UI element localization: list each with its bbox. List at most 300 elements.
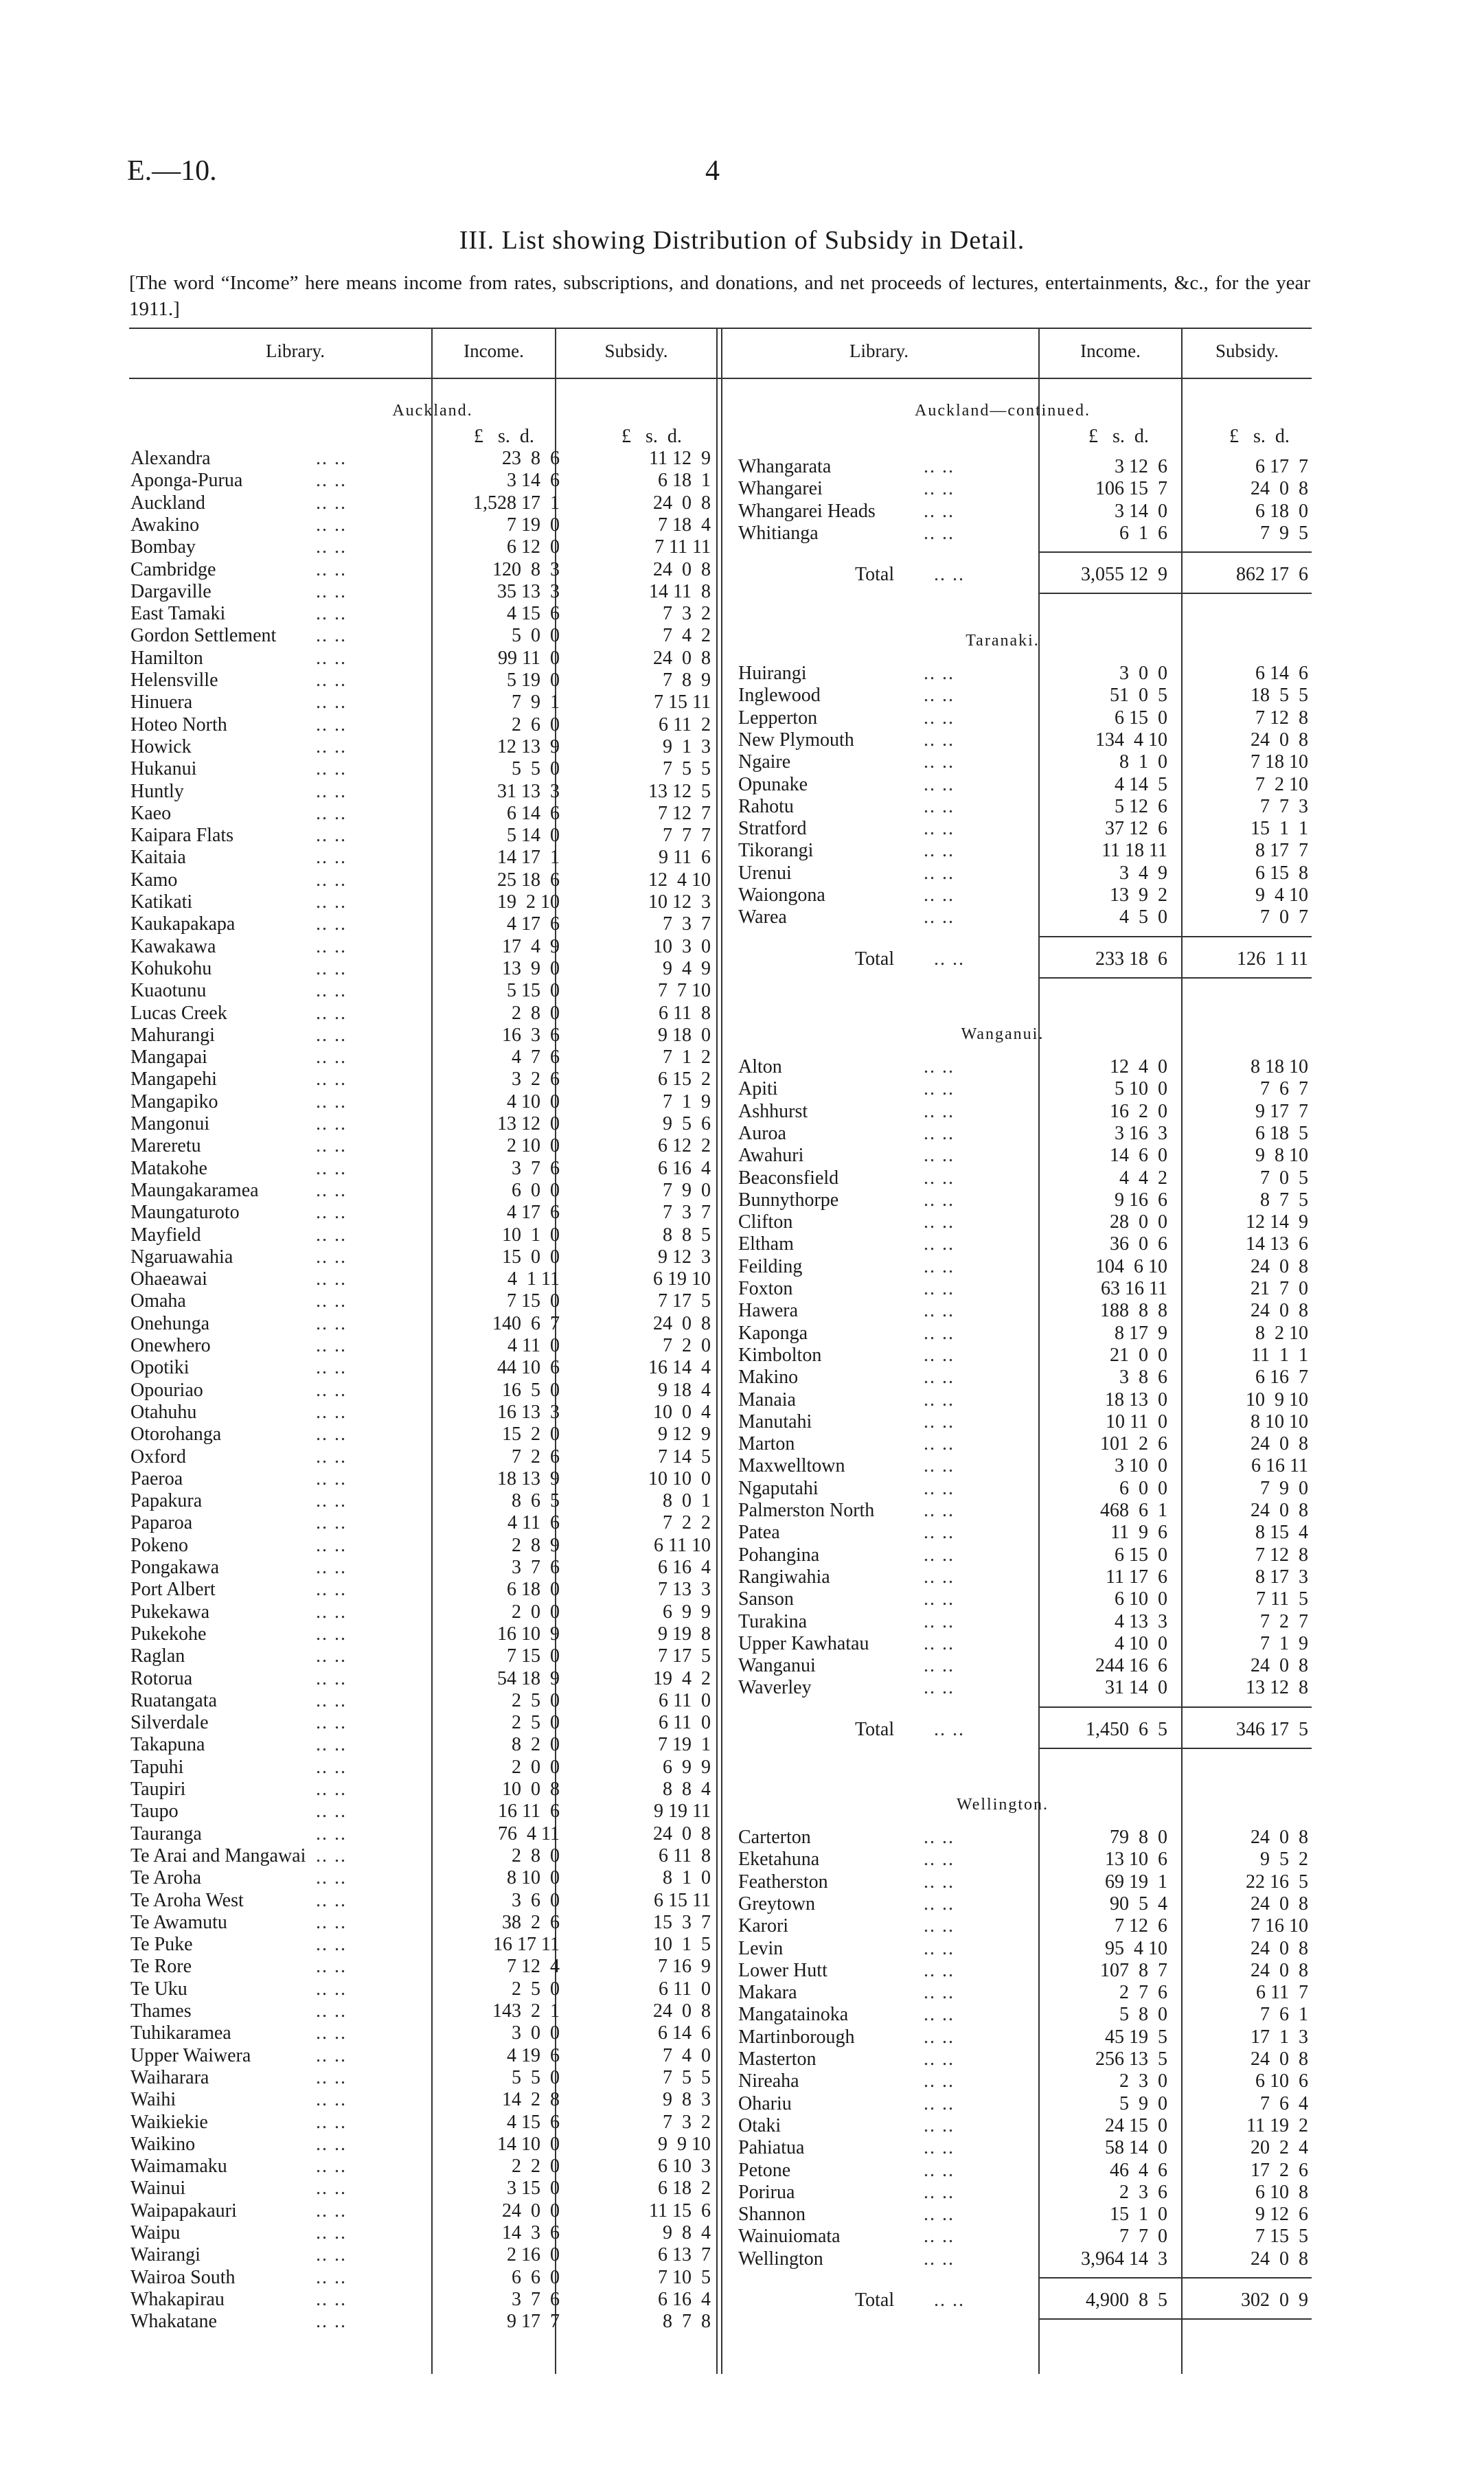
income-value: 6 0 0: [1119, 1477, 1167, 1499]
table-row: [738, 2137, 1308, 2159]
leader-dots: .. ..: [316, 1357, 347, 1379]
subsidy-value: 9 5 2: [1260, 1849, 1308, 1871]
subsidy-value: 8 2 10: [1255, 1322, 1308, 1344]
left-subsidy-units: £ s. d.: [621, 426, 682, 447]
leader-dots: .. ..: [316, 2133, 347, 2155]
table-row: [130, 913, 711, 935]
leader-dots: .. ..: [934, 948, 965, 970]
total-row: [738, 948, 1308, 970]
leader-dots: .. ..: [924, 1367, 955, 1389]
leader-dots: .. ..: [316, 2266, 347, 2288]
leader-dots: .. ..: [316, 558, 347, 580]
income-value: 3 4 9: [1119, 862, 1167, 884]
income-value: 31 13 3: [497, 780, 560, 802]
library-name: Aponga-Purua: [130, 470, 243, 492]
income-value: 11 17 6: [1106, 1566, 1167, 1588]
subsidy-value: 6 19 10: [653, 1268, 711, 1290]
income-value: 15 1 0: [1110, 2204, 1167, 2226]
library-name: Opotiki: [130, 1357, 190, 1379]
table-row: [738, 2204, 1308, 2226]
library-name: Wainui: [130, 2178, 186, 2200]
library-name: Mangapiko: [130, 1090, 218, 1112]
leader-dots: .. ..: [316, 1844, 347, 1866]
subsidy-value: 8 17 3: [1255, 1566, 1308, 1588]
right-library-header: Library.: [849, 341, 909, 361]
library-name: Waiharara: [130, 2066, 209, 2088]
income-value: 2 7 6: [1119, 1982, 1167, 2004]
income-value: 3 8 6: [1119, 1367, 1167, 1389]
table-row: [130, 1380, 711, 1402]
library-name: Beaconsfield: [738, 1167, 839, 1189]
income-value: 2 3 6: [1119, 2181, 1167, 2203]
library-name: Onewhero: [130, 1335, 211, 1356]
table-row: [130, 448, 711, 470]
leader-dots: .. ..: [316, 1712, 347, 1734]
left-library-header: Library.: [266, 341, 325, 361]
income-value: 2 6 0: [512, 713, 560, 735]
table-row: [738, 685, 1308, 707]
library-name: Apiti: [738, 1078, 778, 1100]
income-value: 3,055 12 9: [1081, 564, 1167, 586]
table-row: [130, 1934, 711, 1956]
table-row: [738, 1078, 1308, 1100]
table-row: [130, 2022, 711, 2044]
income-value: 5 12 6: [1115, 795, 1167, 817]
page-title: III. List showing Distribution of Subsidy in Detail.: [459, 226, 1025, 255]
library-name: Manaia: [738, 1389, 796, 1410]
subsidy-value: 24 0 8: [1251, 1959, 1308, 1981]
library-name: Urenui: [738, 862, 792, 884]
income-value: 13 9 0: [502, 957, 560, 979]
table-row: [738, 663, 1308, 685]
leader-dots: .. ..: [316, 1179, 347, 1201]
table-row: [738, 1101, 1308, 1123]
income-note: [The word “Income” here means income from rates, subscriptions, and donations, and net proceeds of lectures, entertainments, &c., for the year 1911.]: [129, 272, 1310, 320]
table-row: [738, 1256, 1308, 1278]
income-value: 4 4 2: [1119, 1167, 1167, 1189]
subsidy-value: 11 15 6: [649, 2200, 711, 2221]
subsidy-value: 10 10 0: [648, 1467, 711, 1489]
subsidy-value: 11 19 2: [1246, 2114, 1308, 2136]
table-row: [130, 1512, 711, 1534]
table-row: [130, 692, 711, 713]
library-name: Awakino: [130, 514, 200, 536]
library-name: Whangarei Heads: [738, 500, 876, 522]
income-value: 4 11 6: [507, 1512, 560, 1534]
leader-dots: .. ..: [924, 818, 955, 840]
table-row: [738, 1982, 1308, 2004]
table-row: [130, 1779, 711, 1801]
income-value: 140 6 7: [492, 1312, 560, 1334]
subsidy-value: 24 0 8: [653, 647, 711, 669]
income-value: 2 0 0: [512, 1601, 560, 1623]
income-value: 23 8 6: [502, 448, 560, 469]
income-value: 14 3 6: [502, 2222, 560, 2243]
library-name: Wanganui: [738, 1655, 816, 1677]
income-value: 2 8 0: [512, 1002, 560, 1024]
total-underline: [1040, 2318, 1312, 2320]
library-name: Cambridge: [130, 558, 216, 580]
income-value: 14 6 0: [1110, 1145, 1167, 1167]
table-row: [738, 1938, 1308, 1960]
income-value: 6 15 0: [1115, 707, 1167, 729]
leader-dots: .. ..: [316, 735, 347, 757]
income-value: 2 5 0: [512, 1978, 560, 2000]
subsidy-value: 6 18 1: [658, 470, 711, 492]
subsidy-value: 7 9 0: [663, 1179, 711, 1201]
subsidy-value: 7 8 9: [663, 670, 711, 691]
subsidy-value: 7 18 4: [658, 514, 711, 536]
subsidy-value: 9 19 11: [654, 1801, 711, 1823]
income-value: 6 1 6: [1119, 522, 1167, 544]
right-subsidy-units: £ s. d.: [1229, 426, 1290, 447]
table-row: [738, 1588, 1308, 1610]
leader-dots: .. ..: [316, 1113, 347, 1134]
income-value: 2 3 0: [1119, 2070, 1167, 2092]
library-name: Huntly: [130, 780, 184, 802]
subsidy-value: 12 4 10: [648, 869, 711, 891]
table-row: [738, 884, 1308, 906]
subsidy-value: 24 0 8: [653, 558, 711, 580]
income-value: 31 14 0: [1105, 1677, 1167, 1699]
table-row: [738, 1915, 1308, 1937]
table-row: [130, 2178, 711, 2200]
income-value: 37 12 6: [1105, 818, 1167, 840]
table-row: [130, 1313, 711, 1335]
subsidy-value: 24 0 8: [1251, 1655, 1308, 1677]
income-value: 4 10 0: [1115, 1632, 1167, 1654]
library-name: Katikati: [130, 891, 193, 913]
income-value: 5 9 0: [1119, 2092, 1167, 2114]
table-row: [738, 1345, 1308, 1367]
leader-dots: .. ..: [924, 2070, 955, 2092]
income-value: 11 18 11: [1101, 840, 1167, 862]
leader-dots: .. ..: [316, 1978, 347, 2000]
subsidy-value: 9 19 8: [658, 1623, 711, 1645]
library-name: Te Aroha West: [130, 1889, 244, 1911]
income-value: 3 15 0: [507, 2178, 560, 2200]
subsidy-value: 15 1 1: [1251, 818, 1308, 840]
left-subsidy-header: Subsidy.: [604, 341, 668, 361]
library-name: Waimamaku: [130, 2156, 227, 2178]
leader-dots: .. ..: [316, 2111, 347, 2133]
leader-dots: .. ..: [316, 1202, 347, 1224]
income-value: 6 18 0: [507, 1579, 560, 1601]
subsidy-value: 22 16 5: [1246, 1871, 1308, 1893]
leader-dots: .. ..: [316, 1424, 347, 1446]
subsidy-value: 12 14 9: [1246, 1211, 1308, 1233]
library-name: Omaha: [130, 1290, 186, 1312]
subsidy-value: 7 17 5: [658, 1290, 711, 1312]
library-name: Dargaville: [130, 580, 212, 602]
income-value: 4 5 0: [1119, 906, 1167, 928]
library-name: Raglan: [130, 1645, 185, 1667]
table-row: [738, 1611, 1308, 1633]
table-row: [130, 1335, 711, 1357]
leader-dots: .. ..: [316, 2044, 347, 2066]
library-name: Port Albert: [130, 1579, 216, 1601]
subsidy-value: 24 0 8: [1251, 1500, 1308, 1521]
subsidy-value: 8 10 10: [1251, 1410, 1308, 1432]
leader-dots: .. ..: [924, 1433, 955, 1455]
leader-dots: .. ..: [924, 1893, 955, 1915]
table-row: [130, 869, 711, 891]
table-row: [130, 1468, 711, 1490]
income-value: 99 11 0: [498, 647, 560, 669]
right-income-units: £ s. d.: [1088, 426, 1149, 447]
income-value: 15 2 0: [502, 1424, 560, 1446]
table-row: [738, 2004, 1308, 2026]
income-value: 134 4 10: [1095, 729, 1167, 751]
income-value: 3 7 6: [512, 1557, 560, 1578]
income-value: 45 19 5: [1105, 2026, 1167, 2048]
leader-dots: .. ..: [924, 1827, 955, 1848]
library-name: Pohangina: [738, 1544, 820, 1566]
income-value: 51 0 5: [1110, 685, 1167, 707]
table-row: [130, 1025, 711, 1047]
subsidy-value: 7 3 2: [663, 603, 711, 625]
library-name: Rotorua: [130, 1667, 193, 1689]
library-name: Tikorangi: [738, 840, 814, 862]
subsidy-value: 8 7 8: [663, 2311, 711, 2333]
income-value: 6 0 0: [512, 1179, 560, 1201]
income-value: 2 2 0: [512, 2156, 560, 2178]
table-row: [130, 1845, 711, 1867]
subsidy-value: 24 0 8: [653, 492, 711, 514]
library-name: Levin: [738, 1937, 784, 1959]
income-value: 2 16 0: [507, 2244, 560, 2266]
library-name: Onehunga: [130, 1312, 210, 1334]
leader-dots: .. ..: [924, 1056, 955, 1077]
table-row: [130, 648, 711, 670]
table-row: [130, 1246, 711, 1268]
subsidy-value: 6 15 8: [1255, 862, 1308, 884]
library-name: Howick: [130, 735, 192, 757]
leader-dots: .. ..: [316, 2156, 347, 2178]
subsidy-value: 7 4 0: [663, 2044, 711, 2066]
subsidy-value: 6 9 9: [663, 1601, 711, 1623]
subsidy-value: 9 9 10: [658, 2133, 711, 2155]
table-row: [130, 1757, 711, 1779]
library-name: Nireaha: [738, 2070, 799, 2092]
income-value: 3 0 0: [1119, 663, 1167, 684]
leader-dots: .. ..: [924, 2159, 955, 2181]
library-name: Featherston: [738, 1871, 828, 1893]
leader-dots: .. ..: [316, 1379, 347, 1401]
leader-dots: .. ..: [316, 1335, 347, 1356]
table-row: [130, 1290, 711, 1312]
subsidy-value: 7 4 2: [663, 625, 711, 647]
library-name: Te Awamutu: [130, 1911, 227, 1933]
leader-dots: .. ..: [316, 825, 347, 847]
income-value: 16 10 9: [497, 1623, 560, 1645]
table-row: [738, 1433, 1308, 1455]
table-row: [738, 751, 1308, 773]
subsidy-value: 9 8 4: [663, 2222, 711, 2243]
subsidy-value: 6 11 10: [654, 1534, 711, 1556]
income-value: 8 1 0: [1119, 751, 1167, 773]
subsidy-value: 7 3 7: [663, 913, 711, 935]
library-name: Greytown: [738, 1893, 815, 1915]
library-name: Makino: [738, 1367, 799, 1389]
library-name: Masterton: [738, 2048, 817, 2070]
leader-dots: .. ..: [934, 564, 965, 586]
income-value: 3 7 6: [512, 2288, 560, 2310]
library-name: Whakatane: [130, 2311, 217, 2333]
library-name: Opunake: [738, 773, 808, 795]
library-name: Maungaturoto: [130, 1202, 240, 1224]
left-income-header: Income.: [464, 341, 524, 361]
leader-dots: .. ..: [316, 869, 347, 891]
leader-dots: .. ..: [316, 625, 347, 647]
subsidy-value: 6 14 6: [1255, 663, 1308, 684]
library-name: Kuaotunu: [130, 980, 207, 1002]
library-name: Rahotu: [738, 795, 794, 817]
library-name: Tapuhi: [130, 1756, 184, 1778]
income-value: 8 2 0: [512, 1734, 560, 1756]
library-name: Silverdale: [130, 1712, 209, 1734]
table-row: [130, 980, 711, 1002]
library-name: Pahiatua: [738, 2137, 805, 2159]
leader-dots: .. ..: [316, 470, 347, 492]
leader-dots: .. ..: [924, 2248, 955, 2270]
library-name: Ruatangata: [130, 1689, 217, 1711]
table-row: [738, 1849, 1308, 1871]
table-row: [738, 840, 1308, 862]
table-row: [738, 707, 1308, 729]
income-value: 7 12 4: [507, 1956, 560, 1978]
subsidy-value: 24 0 8: [1251, 1937, 1308, 1959]
section-title-auckland: Auckland.: [392, 402, 473, 420]
library-name: Hamilton: [130, 647, 203, 669]
income-value: 233 18 6: [1095, 948, 1167, 970]
table-row: [738, 2048, 1308, 2070]
income-value: 7 7 0: [1119, 2226, 1167, 2248]
leader-dots: .. ..: [924, 1982, 955, 2004]
subsidy-value: 6 11 2: [659, 713, 711, 735]
table-row: [738, 1500, 1308, 1522]
center-divider-a: [716, 328, 718, 2374]
library-name: Whitianga: [738, 522, 819, 544]
leader-dots: .. ..: [924, 1167, 955, 1189]
income-value: 5 5 0: [512, 758, 560, 780]
subsidy-value: 6 11 8: [659, 1844, 711, 1866]
income-value: 46 4 6: [1110, 2159, 1167, 2181]
leader-dots: .. ..: [316, 1090, 347, 1112]
subsidy-value: 9 4 10: [1255, 884, 1308, 906]
income-value: 7 9 1: [512, 692, 560, 713]
income-value: 2 8 0: [512, 1844, 560, 1866]
table-row: [130, 1490, 711, 1512]
subsidy-value: 7 11 11: [654, 536, 711, 558]
income-value: 12 13 9: [497, 735, 560, 757]
income-value: 14 2 8: [502, 2089, 560, 2111]
total-row: [738, 2289, 1308, 2311]
table-row: [130, 581, 711, 603]
total-row: [738, 564, 1308, 586]
subsidy-value: 24 0 8: [1251, 2248, 1308, 2270]
library-name: Kohukohu: [130, 957, 212, 979]
library-name: Kamo: [130, 869, 178, 891]
income-value: 10 0 8: [502, 1779, 560, 1800]
library-name: Te Uku: [130, 1978, 187, 2000]
library-name: Alexandra: [130, 448, 211, 469]
leader-dots: .. ..: [316, 1601, 347, 1623]
leader-dots: .. ..: [316, 1135, 347, 1157]
subsidy-value: 6 16 7: [1255, 1367, 1308, 1389]
header-bottom-rule: [129, 378, 1312, 379]
subsidy-value: 9 1 3: [663, 735, 711, 757]
leader-dots: .. ..: [924, 2137, 955, 2159]
library-name: Clifton: [738, 1211, 793, 1233]
table-row: [738, 456, 1308, 478]
income-value: 9 16 6: [1115, 1189, 1167, 1211]
subsidy-value: 6 15 2: [658, 1069, 711, 1090]
leader-dots: .. ..: [316, 536, 347, 558]
subsidy-value: 7 12 8: [1255, 1544, 1308, 1566]
income-value: 188 8 8: [1100, 1300, 1167, 1322]
subsidy-value: 7 17 5: [658, 1645, 711, 1667]
leader-dots: .. ..: [316, 2222, 347, 2243]
income-value: 63 16 11: [1101, 1278, 1167, 1299]
table-row: [130, 1180, 711, 1202]
right-subsidy-header: Subsidy.: [1215, 341, 1279, 361]
library-name: Upper Kawhatau: [738, 1632, 869, 1654]
income-value: 4 17 6: [507, 1202, 560, 1224]
subsidy-value: 7 1 2: [663, 1047, 711, 1069]
table-row: [738, 1522, 1308, 1544]
subsidy-value: 6 18 5: [1255, 1122, 1308, 1144]
leader-dots: .. ..: [316, 692, 347, 713]
leader-dots: .. ..: [316, 514, 347, 536]
leader-dots: .. ..: [316, 492, 347, 514]
table-row: [130, 847, 711, 869]
income-value: 1,450 6 5: [1086, 1718, 1167, 1740]
table-row: [130, 1912, 711, 1934]
table-row: [130, 1446, 711, 1468]
leader-dots: .. ..: [316, 2066, 347, 2088]
income-value: 8 6 5: [512, 1490, 560, 1512]
subsidy-value: 7 2 2: [663, 1512, 711, 1534]
total-underline: [1040, 1748, 1312, 1749]
library-name: Tauranga: [130, 1823, 202, 1844]
table-row: [130, 1823, 711, 1845]
leader-dots: .. ..: [316, 1024, 347, 1046]
table-row: [738, 501, 1308, 523]
table-row: [130, 1668, 711, 1690]
leader-dots: .. ..: [924, 1677, 955, 1699]
leader-dots: .. ..: [924, 1544, 955, 1566]
table-row: [130, 2112, 711, 2134]
leader-dots: .. ..: [924, 2048, 955, 2070]
leader-dots: .. ..: [924, 1122, 955, 1144]
library-name: Waikiekie: [130, 2111, 208, 2133]
income-value: 7 19 0: [507, 514, 560, 536]
library-name: Kaponga: [738, 1322, 808, 1344]
leader-dots: .. ..: [924, 1211, 955, 1233]
library-name: Paeroa: [130, 1467, 183, 1489]
table-row: [738, 1123, 1308, 1145]
income-value: 79 8 0: [1110, 1827, 1167, 1848]
library-name: Hawera: [738, 1300, 799, 1322]
leader-dots: .. ..: [316, 1867, 347, 1889]
library-name: Shannon: [738, 2204, 806, 2226]
table-row: [130, 2222, 711, 2244]
library-name: Whangarata: [738, 456, 832, 477]
table-row: [738, 1323, 1308, 1345]
library-name: Kawakawa: [130, 935, 216, 957]
subsidy-value: 24 0 8: [1251, 1893, 1308, 1915]
